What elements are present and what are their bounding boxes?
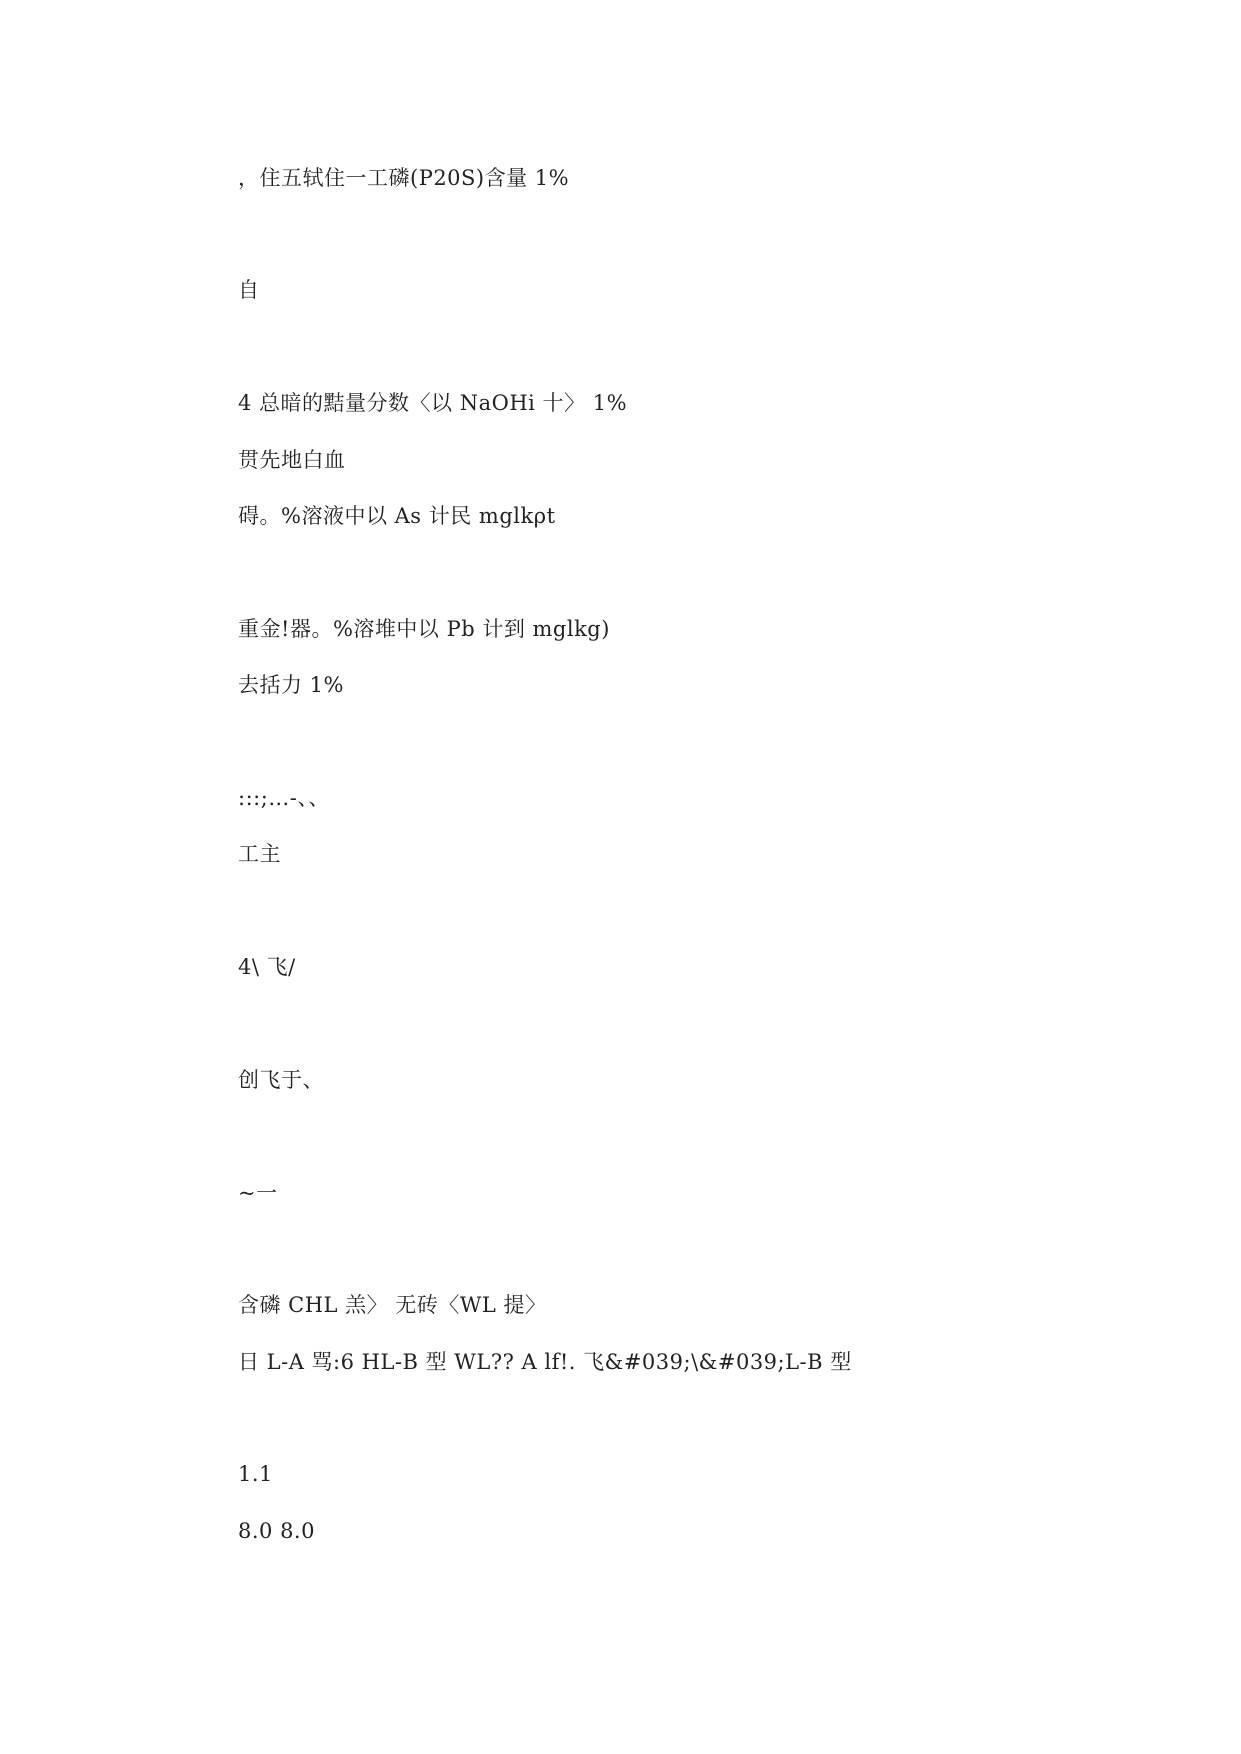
text-line: 去括力 1% [238, 673, 344, 697]
text-line: 8.0 8.0 [238, 1519, 315, 1543]
text-line: 4 总暗的黠量分数〈以 NaOHi 十〉 1% [238, 391, 628, 415]
text-line: 重金!器。%溶堆中以 Pb 计到 mglkg) [238, 617, 610, 641]
text-line: :::;…-、、 [238, 786, 330, 810]
text-line: 日 L-A 骂:6 HL-B 型 WL?? A lf!. 飞&#039;\&#039;L-B 型 [238, 1350, 852, 1374]
text-line: 自 [238, 278, 260, 302]
text-line: 1.1 [238, 1462, 273, 1486]
text-line: ，住五轼住一工磷(P20S)含量 1% [238, 166, 570, 190]
text-line: 4\ 飞/ [238, 955, 296, 979]
text-line: 工主 [238, 842, 281, 866]
text-line: 创飞于、 [238, 1068, 324, 1092]
text-line: 碍。%溶液中以 As 计民 mglkρt [238, 504, 556, 528]
text-line: ~一 [238, 1181, 278, 1205]
text-line: 含磷 CHL 羔〉 无砖〈WL 提〉 [238, 1293, 547, 1317]
text-line: 贯先地白血 [238, 448, 346, 472]
